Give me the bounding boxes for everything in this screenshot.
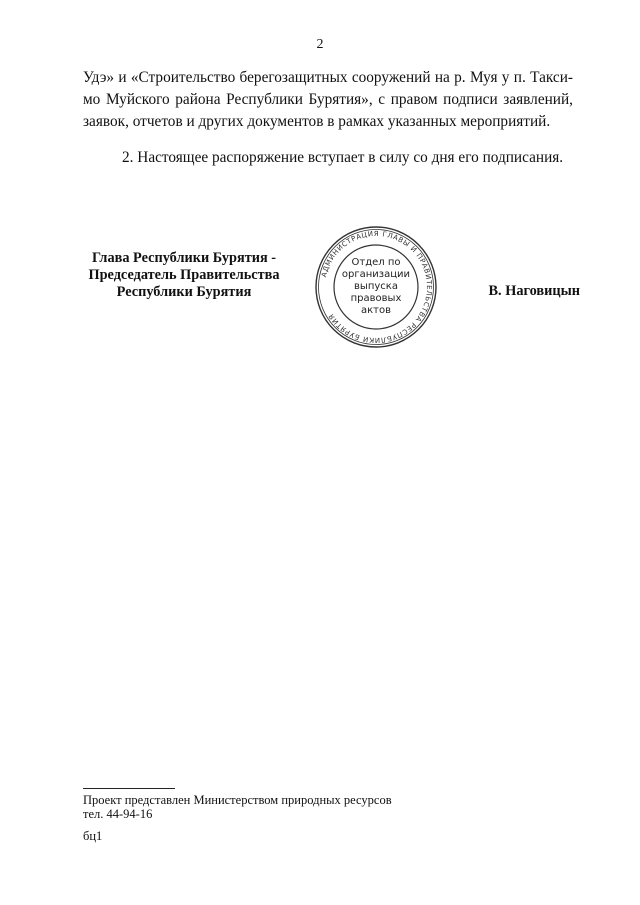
footnote-line-1: Проект представлен Министерством природных ресурсов — [83, 793, 392, 807]
seal-ring-text: АДМИНИСТРАЦИЯ ГЛАВЫ И ПРАВИТЕЛЬСТВА РЕСПУБЛИКИ БУРЯТИЯ — [319, 229, 434, 345]
seal-line-5: актов — [360, 305, 391, 316]
signatory-title-line-2: Председатель Правительства — [88, 267, 280, 283]
signatory-name: В. Наговицын — [488, 283, 580, 299]
paragraph-1: Удэ» и «Строительство берегозащитных сооружений на р. Муя у п. Такси-мо Муйского района Республики Бурятия», с правом подписи заявлений, заявок, отчетов и других документов в рамках указанных мероприятий. — [83, 69, 573, 130]
seal-line-2: организации — [341, 269, 411, 280]
seal-line-1: Отдел по — [351, 257, 401, 268]
seal-center-text — [340, 257, 412, 317]
paragraph-2: 2. Настоящее распоряжение вступает в силу со дня его подписания. — [122, 149, 564, 166]
document-code: бц1 — [83, 829, 103, 843]
page-number: 2 — [316, 37, 324, 52]
footnote-line-2: тел. 44-94-16 — [83, 807, 153, 821]
seal-line-4: правовых — [350, 293, 402, 304]
footnote-divider — [83, 788, 175, 789]
signatory-title-line-3: Республики Бурятия — [116, 284, 252, 300]
official-seal — [313, 224, 439, 350]
signatory-title-line-1: Глава Республики Бурятия - — [91, 250, 277, 266]
footnote — [83, 793, 392, 821]
signatory-title — [73, 250, 295, 301]
seal-line-3: выпуска — [354, 281, 398, 292]
